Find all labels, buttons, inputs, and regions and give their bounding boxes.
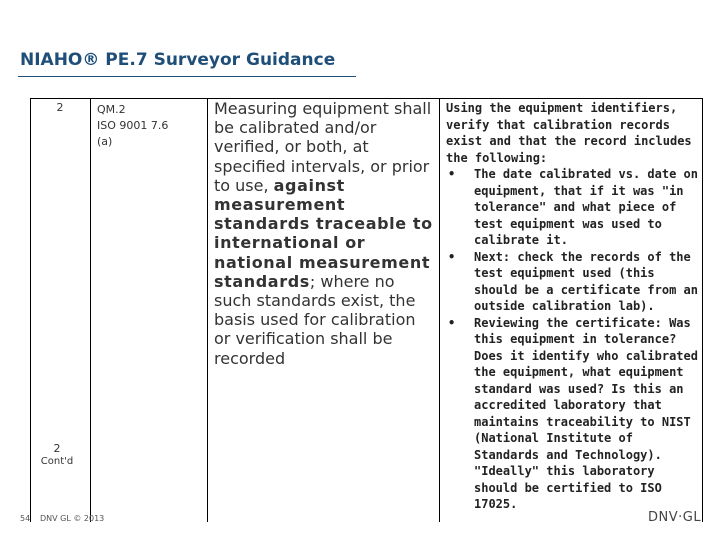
bullet-icon: • <box>448 315 456 330</box>
row-number: 2 <box>56 101 64 114</box>
guidance-intro: Using the equipment identifiers, verify that calibration records exist and that the record includes the following: <box>446 101 692 165</box>
standard-text-part1: Measuring equipment shall be calibrated and/or verified, or both, at specified intervals, or prior to use, <box>214 99 432 195</box>
list-item <box>446 315 698 513</box>
page-title: NIAHO® PE.7 Surveyor Guidance <box>20 50 336 70</box>
guidance-bullet-text: Reviewing the certificate: Was this equipment in tolerance? Does it identify who calibrated the equipment, what equipment standard was used? Is this an accredited laboratory that maintains traceability to NIST (National Institute of Standards and Technology). "Ideally" this laboratory should be certified to ISO 17025. <box>474 315 698 511</box>
column-divider-1 <box>90 98 91 522</box>
bullet-icon: • <box>448 249 456 264</box>
copyright-notice: DNV GL © 2013 <box>40 514 105 523</box>
surveyor-guidance <box>446 100 698 513</box>
row-number-continued: 2 <box>53 442 61 455</box>
standard-text-part2: ; where no such standards exist, the basis used for calibration or verification shall be recorded <box>214 271 416 368</box>
dnv-gl-logo: DNV·GL <box>648 510 702 525</box>
guidance-bullet-text: Next: check the records of the test equipment used (this should be a certificate from an outside calibration lab). <box>474 249 698 313</box>
page-number: 54 <box>20 514 31 523</box>
standard-text-emphasis: against measurement standards traceable to international or national measurement standards <box>214 175 433 291</box>
table-right-border <box>702 98 703 522</box>
guidance-bullet-list <box>446 166 698 513</box>
guidance-bullet-text: The date calibrated vs. date on equipment, that if it was "in tolerance" and what piece of test equipment was used to calibrate it. <box>474 167 698 247</box>
bullet-icon: • <box>448 167 456 181</box>
column-divider-3 <box>439 98 440 522</box>
list-item <box>446 249 698 315</box>
table-left-border <box>30 98 31 522</box>
standard-text <box>214 99 436 368</box>
requirement-reference: QM.2 ISO 9001 7.6 (a) <box>97 103 169 148</box>
title-underline <box>18 76 356 77</box>
continued-label: Cont'd <box>40 456 74 467</box>
list-item <box>446 166 698 249</box>
column-divider-2 <box>207 98 208 522</box>
